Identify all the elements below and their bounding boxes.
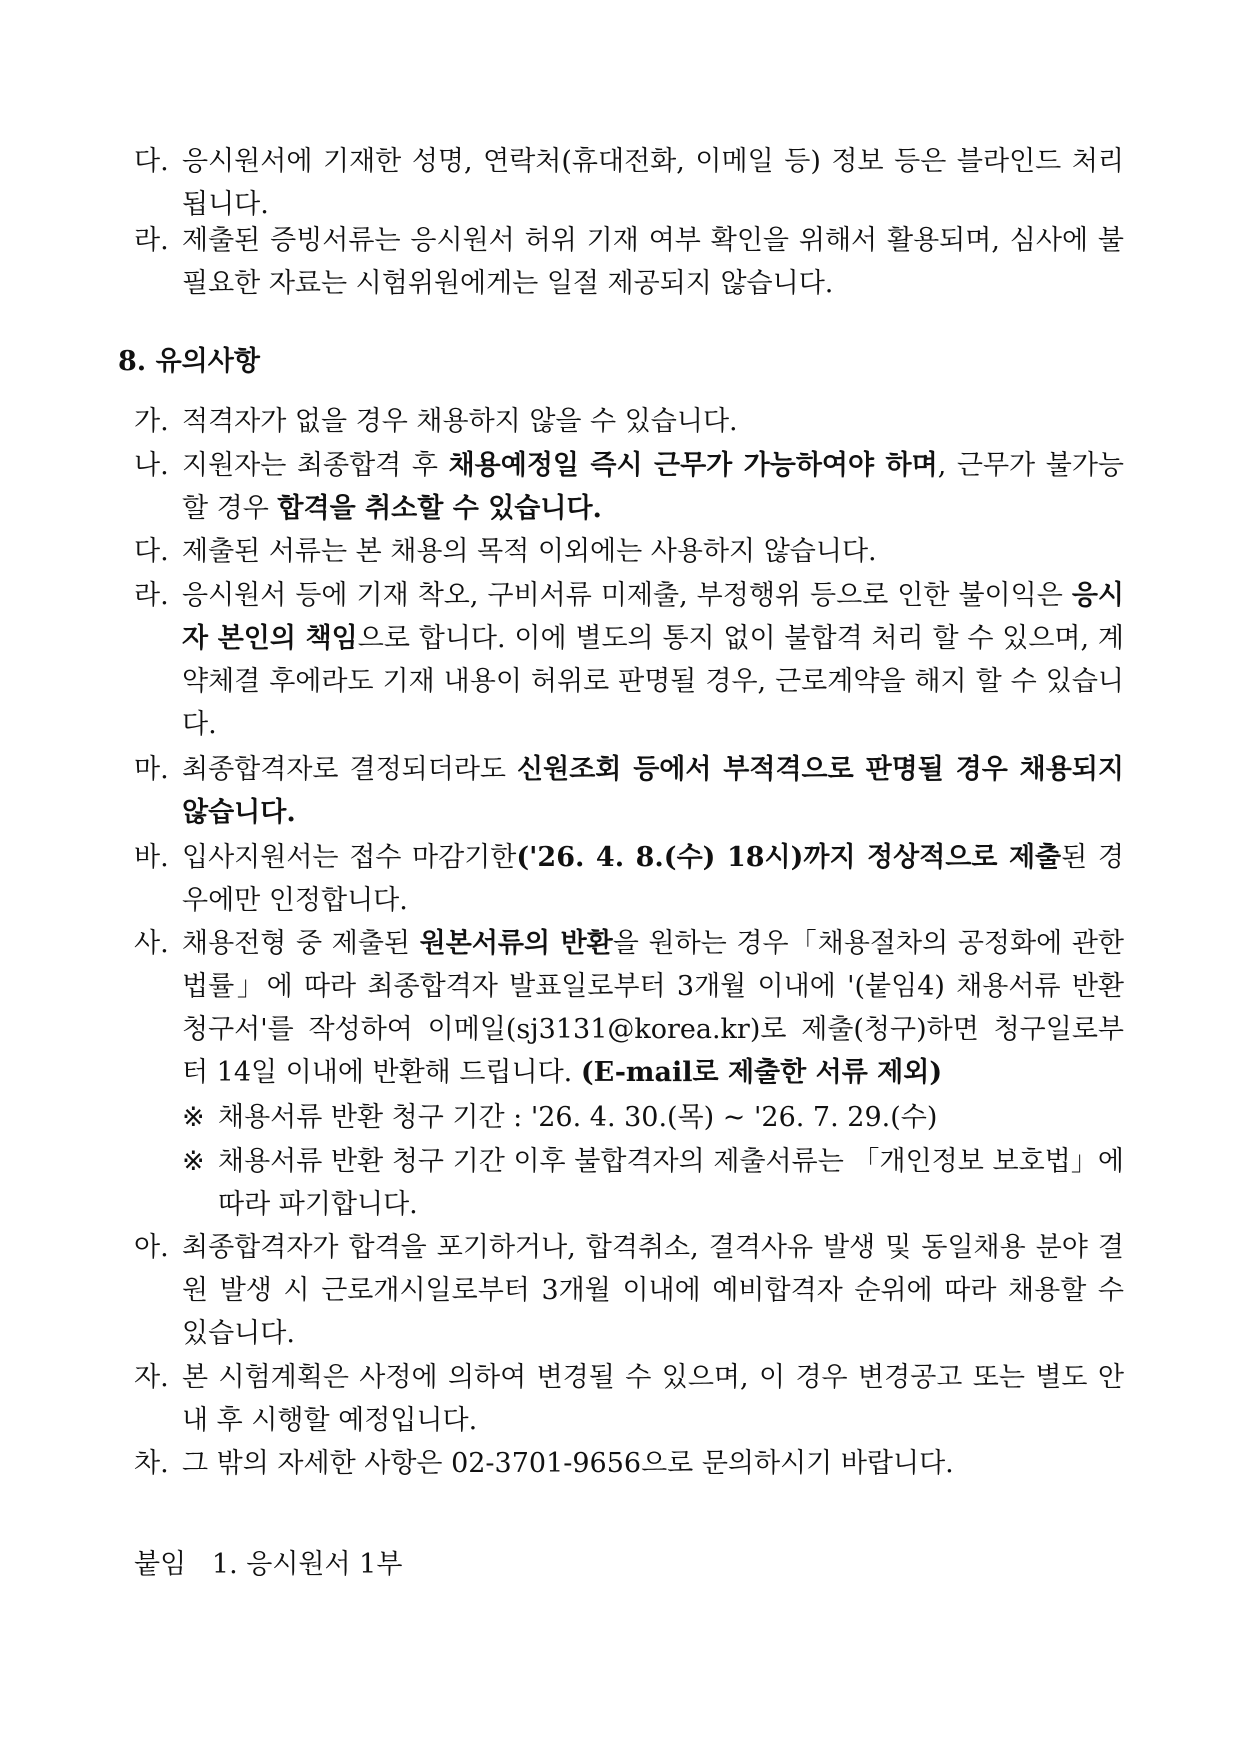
item-text: 최종합격자가 합격을 포기하거나, 합격취소, 결격사유 발생 및 동일채용 분야 결원 발생 시 근로개시일로부터 3개월 이내에 예비합격자 순위에 따라 채용할 수 있습니다. <box>182 1232 1124 1349</box>
bold-emphasis: 응시자 본인의 책임 <box>182 580 1124 654</box>
item-marker: 차. <box>134 1448 169 1479</box>
attachment-line <box>134 1543 402 1586</box>
item-marker: 사. <box>134 928 169 959</box>
note-item-return-period <box>182 1096 1124 1139</box>
item-text: 본 시험계획은 사정에 의하여 변경될 수 있으며, 이 경우 변경공고 또는 별도 안내 후 시행할 예정입니다. <box>182 1362 1124 1436</box>
bold-emphasis: 합격을 취소할 수 있습니다. <box>277 493 602 524</box>
item-marker: 마. <box>134 754 169 785</box>
item-text: 응시원서에 기재한 성명, 연락처(휴대전화, 이메일 등) 정보 등은 블라인드 처리됩니다. <box>182 146 1124 220</box>
list-item-cha <box>134 1442 1124 1485</box>
note-text: 채용서류 반환 청구 기간 : '26. 4. 30.(목) ~ '26. 7. 29.(수) <box>218 1102 938 1133</box>
item-text: 그 밖의 자세한 사항은 02-3701-9656으로 문의하시기 바랍니다. <box>182 1448 954 1479</box>
item-marker: 가. <box>134 406 169 437</box>
note-item-disposal <box>182 1140 1124 1226</box>
reference-mark: ※ <box>182 1146 205 1177</box>
item-text: 제출된 서류는 본 채용의 목적 이외에는 사용하지 않습니다. <box>182 536 877 567</box>
bold-emphasis: 채용예정일 즉시 근무가 가능하여야 하며 <box>448 450 938 481</box>
list-item-ja <box>134 1356 1124 1442</box>
bold-emphasis: 원본서류의 반환 <box>419 928 613 959</box>
item-marker: 라. <box>134 580 169 611</box>
item-marker: 라. <box>134 225 169 256</box>
item-text: 최종합격자로 결정되더라도 신원조회 등에서 부적격으로 판명될 경우 채용되지 않습니다. <box>182 754 1124 828</box>
section-heading: 8. 유의사항 <box>118 346 260 377</box>
list-item-ma <box>134 748 1124 834</box>
item-marker: 다. <box>134 146 169 177</box>
bold-emphasis: (E-mail로 제출한 서류 제외) <box>580 1057 943 1088</box>
attachment-text: 1. 응시원서 1부 <box>211 1549 403 1580</box>
item-text: 지원자는 최종합격 후 채용예정일 즉시 근무가 가능하여야 하며, 근무가 불가능할 경우 합격을 취소할 수 있습니다. <box>182 450 1124 524</box>
item-text: 적격자가 없을 경우 채용하지 않을 수 있습니다. <box>182 406 738 437</box>
reference-mark: ※ <box>182 1102 205 1133</box>
item-text: 채용전형 중 제출된 원본서류의 반환을 원하는 경우「채용절차의 공정화에 관한 법률」에 따라 최종합격자 발표일로부터 3개월 이내에 '(붙임4) 채용서류 반환 청구서'를 작성하여 이메일(sj3131@korea.kr)로 제출(청구)하면 청구일로부터 14일 이내에 반환해 드립니다. (E-mail로 제출한 서류 제외) <box>182 928 1124 1088</box>
note-text: 채용서류 반환 청구 기간 이후 불합격자의 제출서류는 「개인정보 보호법」에 따라 파기합니다. <box>218 1146 1124 1220</box>
bold-emphasis: ('26. 4. 8.(수) 18시)까지 정상적으로 제출 <box>516 842 1062 873</box>
list-item-da-prev <box>134 140 1124 226</box>
item-text: 응시원서 등에 기재 착오, 구비서류 미제출, 부정행위 등으로 인한 불이익은 응시자 본인의 책임으로 합니다. 이에 별도의 통지 없이 불합격 처리 할 수 있으며, 계약체결 후에라도 기재 내용이 허위로 판명될 경우, 근로계약을 해지 할 수 있습니다. <box>182 580 1124 740</box>
item-text: 입사지원서는 접수 마감기한('26. 4. 8.(수) 18시)까지 정상적으로 제출된 경우에만 인정합니다. <box>182 842 1125 916</box>
item-marker: 다. <box>134 536 169 567</box>
bold-emphasis: 신원조회 등에서 부적격으로 판명될 경우 채용되지 않습니다. <box>182 754 1124 828</box>
list-item-ra <box>134 574 1124 746</box>
list-item-da <box>134 530 1124 573</box>
attachment-label: 붙임 <box>134 1549 187 1580</box>
item-marker: 아. <box>134 1232 169 1263</box>
item-text: 제출된 증빙서류는 응시원서 허위 기재 여부 확인을 위해서 활용되며, 심사에 불필요한 자료는 시험위원에게는 일절 제공되지 않습니다. <box>182 225 1124 299</box>
list-item-aa <box>134 1226 1124 1355</box>
item-marker: 바. <box>134 842 169 873</box>
list-item-ra-prev <box>134 219 1124 305</box>
list-item-na <box>134 444 1124 530</box>
list-item-ga <box>134 400 1124 443</box>
item-marker: 나. <box>134 450 169 481</box>
list-item-sa <box>134 922 1124 1094</box>
list-item-ba <box>134 836 1124 922</box>
item-marker: 자. <box>134 1362 169 1393</box>
